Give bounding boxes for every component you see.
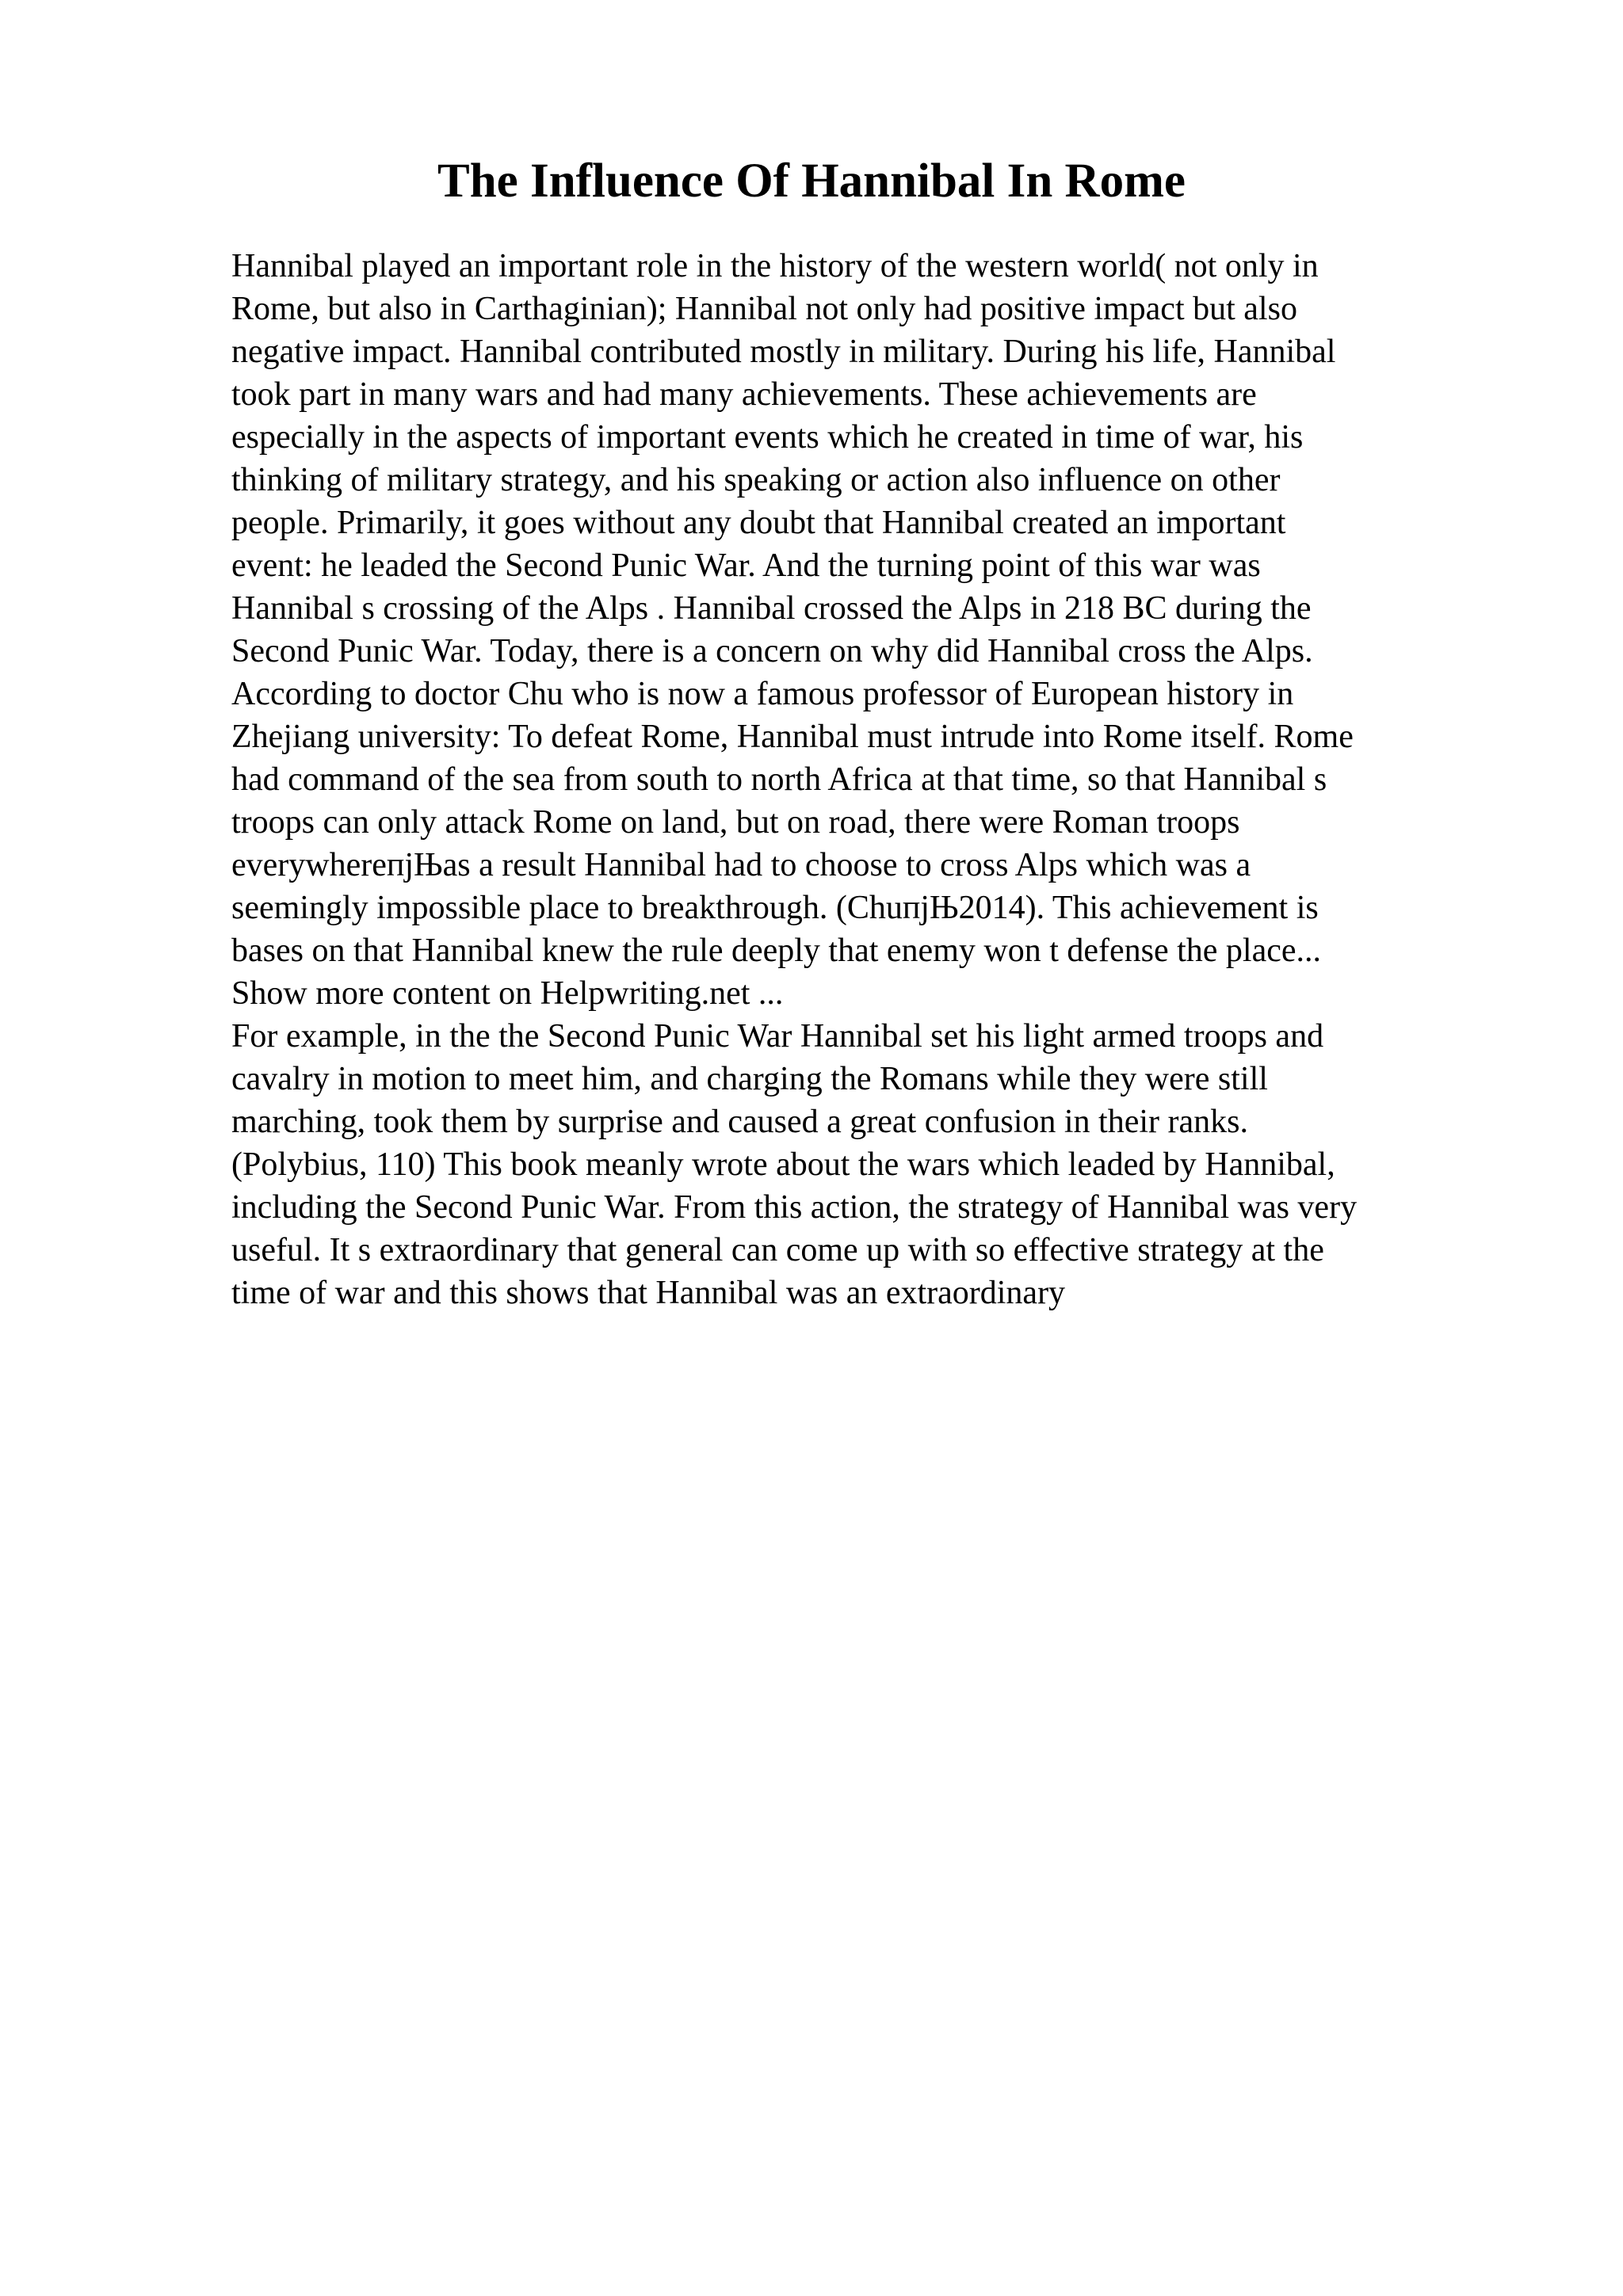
body-line: event: he leaded the Second Punic War. And the turning point of this war was [231, 547, 1261, 584]
body-line: thinking of military strategy, and his speaking or action also influence on other [231, 462, 1281, 498]
body-line: useful. It s extraordinary that general can come up with so effective strategy at the [231, 1232, 1324, 1268]
body-line: Hannibal played an important role in the history of the western world( not only in [231, 248, 1319, 284]
body-line: marching, took them by surprise and caused a great confusion in their ranks. [231, 1104, 1248, 1140]
body-line: negative impact. Hannibal contributed mostly in military. During his life, Hannibal [231, 334, 1336, 370]
body-line: For example, in the the Second Punic War Hannibal set his light armed troops and [231, 1018, 1324, 1055]
body-line: bases on that Hannibal knew the rule deeply that enemy won t defense the place... [231, 933, 1322, 969]
body-line: troops can only attack Rome on land, but on road, there were Roman troops [231, 804, 1240, 841]
body-line: took part in many wars and had many achievements. These achievements are [231, 376, 1257, 413]
body-line: people. Primarily, it goes without any doubt that Hannibal created an important [231, 505, 1286, 541]
document-body [231, 245, 1515, 1314]
body-line: had command of the sea from south to north Africa at that time, so that Hannibal s [231, 761, 1327, 798]
body-line: Zhejiang university: To defeat Rome, Hannibal must intrude into Rome itself. Rome [231, 719, 1354, 755]
body-line: including the Second Punic War. From this action, the strategy of Hannibal was very [231, 1189, 1358, 1226]
body-line: especially in the aspects of important events which he created in time of war, his [231, 419, 1304, 456]
body-line: seemingly impossible place to breakthrough. (ChuпјЊ2014). This achievement is [231, 890, 1319, 926]
document-title: The Influence Of Hannibal In Rome [437, 154, 1186, 208]
show-more-line: Show more content on Helpwriting.net ... [231, 975, 784, 1012]
body-line: (Polybius, 110) This book meanly wrote about the wars which leaded by Hannibal, [231, 1146, 1335, 1183]
body-line: Hannibal s crossing of the Alps . Hannibal crossed the Alps in 218 BC during the [231, 590, 1312, 627]
body-line: time of war and this shows that Hannibal was an extraordinary [231, 1275, 1066, 1311]
body-line: Rome, but also in Carthaginian); Hannibal not only had positive impact but also [231, 291, 1297, 327]
body-line: Second Punic War. Today, there is a concern on why did Hannibal cross the Alps. [231, 633, 1313, 669]
body-line: cavalry in motion to meet him, and charging the Romans while they were still [231, 1061, 1268, 1097]
body-line: everywhereпјЊas a result Hannibal had to choose to cross Alps which was a [231, 847, 1251, 883]
body-line: According to doctor Chu who is now a famous professor of European history in [231, 676, 1294, 712]
